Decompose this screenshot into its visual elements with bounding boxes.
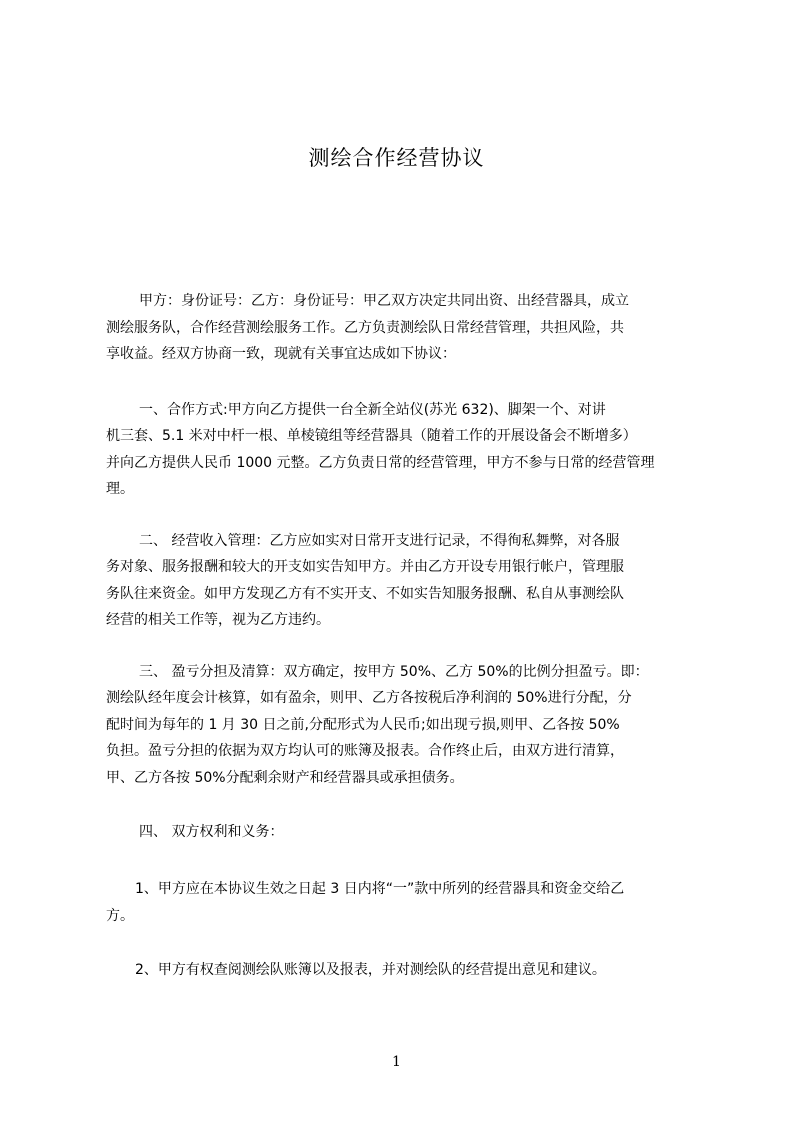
clause-3-line-3: 配时间为每年的 1 月 30 日之前,分配形式为人民币;如出现亏损,则甲、乙各按 50%	[106, 717, 620, 733]
document-title: 测绘合作经营协议	[308, 146, 485, 170]
clause-4-item-1-line-2: 方。	[106, 908, 134, 924]
clause-4-item-2-line-1: 2、甲方有权查阅测绘队账簿以及报表，并对测绘队的经营提出意见和建议。	[135, 962, 606, 978]
clause-1-line-2: 机三套、5.1 米对中杆一根、单棱镜组等经营器具（随着工作的开展设备会不断增多）	[106, 428, 637, 444]
clause-2-line-2: 务对象、服务报酬和较大的开支如实告知甲方。并由乙方开设专用银行帐户，管理服	[106, 559, 624, 575]
clause-2-line-1: 二、 经营收入管理：乙方应如实对日常开支进行记录，不得徇私舞弊，对各服	[139, 533, 620, 549]
clause-2-line-4: 经营的相关工作等，视为乙方违约。	[106, 612, 330, 628]
clause-3-line-2: 测绘队经年度会计核算，如有盈余，则甲、乙方各按税后净利润的 50%进行分配，分	[106, 690, 632, 706]
clause-1-line-3: 并向乙方提供人民币 1000 元整。乙方负责日常的经营管理，甲方不参与日常的经营管理	[106, 455, 655, 471]
preamble-line-3: 享收益。经双方协商一致，现就有关事宜达成如下协议：	[106, 346, 456, 362]
clause-3-line-4: 负担。盈亏分担的依据为双方均认可的账簿及报表。合作终止后，由双方进行清算，	[106, 743, 624, 759]
clause-3-line-1: 三、 盈亏分担及清算：双方确定，按甲方 50%、乙方 50%的比例分担盈亏。即：	[139, 664, 649, 680]
clause-4-item-1-line-1: 1、甲方应在本协议生效之日起 3 日内将“一”款中所列的经营器具和资金交给乙	[135, 881, 625, 897]
clause-1-line-4: 理。	[106, 481, 134, 497]
preamble-line-1: 甲方：身份证号：乙方：身份证号：甲乙双方决定共同出资、出经营器具，成立	[139, 293, 629, 309]
clause-3-line-5: 甲、乙方各按 50%分配剩余财产和经营器具或承担债务。	[106, 770, 464, 786]
clause-2-line-3: 务队往来资金。如甲方发现乙方有不实开支、不如实告知服务报酬、私自从事测绘队	[106, 586, 624, 602]
clause-4-heading: 四、 双方权利和义务：	[139, 824, 284, 840]
clause-1-line-1: 一、合作方式:甲方向乙方提供一台全新全站仪(苏光 632)、脚架一个、对讲	[139, 402, 606, 418]
preamble-line-2: 测绘服务队，合作经营测绘服务工作。乙方负责测绘队日常经营管理，共担风险，共	[106, 320, 624, 336]
page-number: 1	[392, 1054, 401, 1070]
